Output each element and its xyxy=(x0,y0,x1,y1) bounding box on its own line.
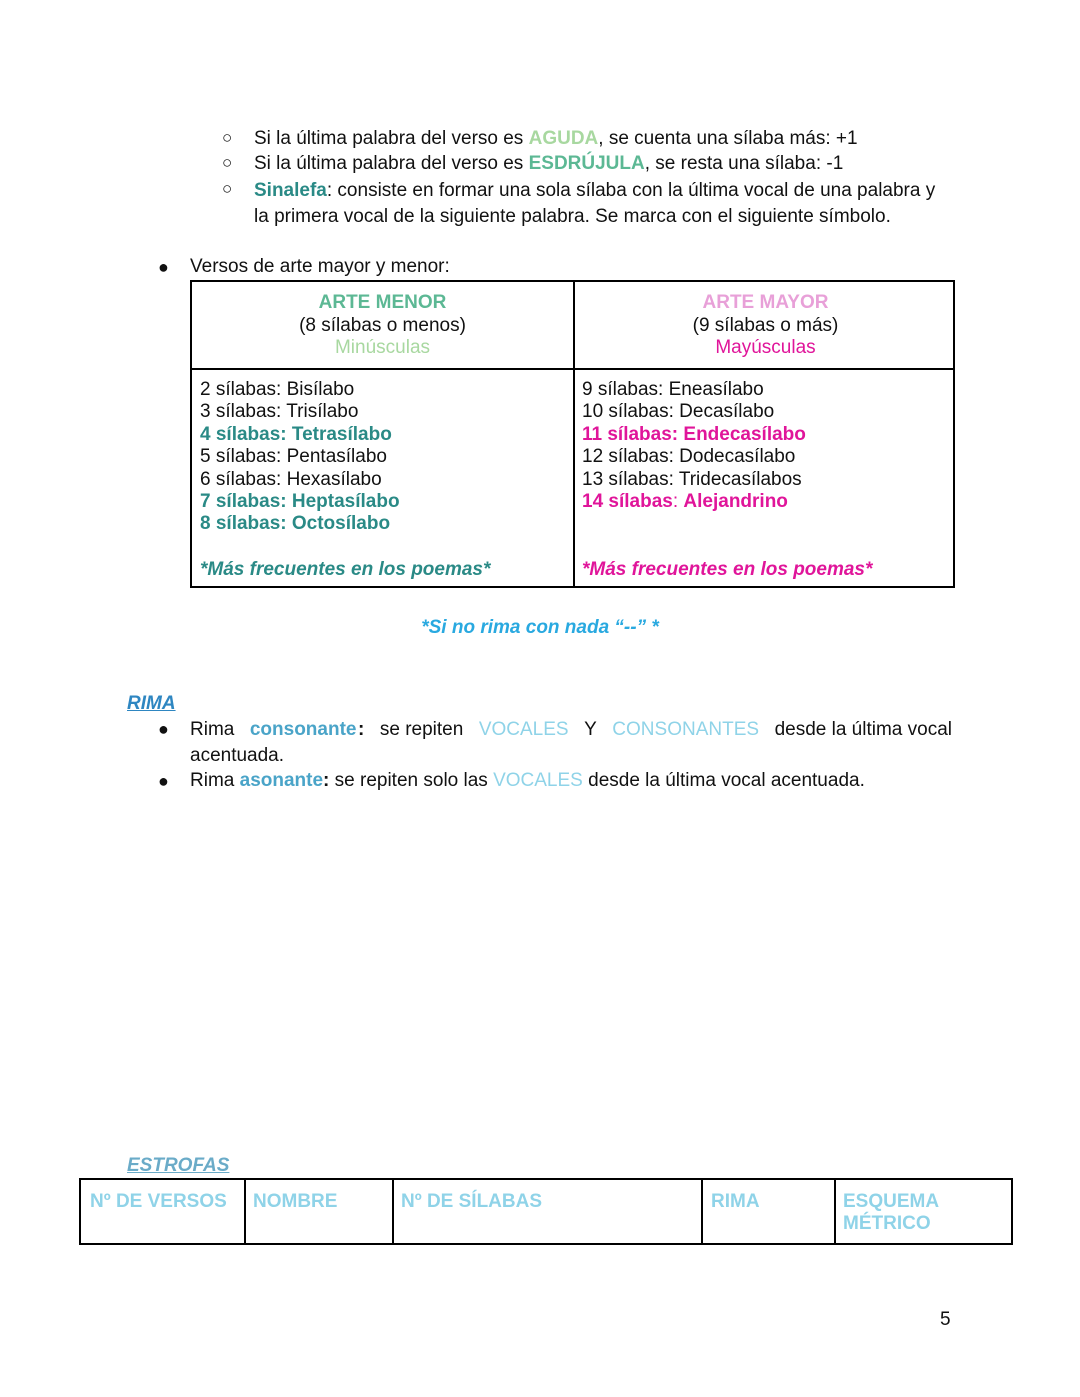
arte-mayor-title: ARTE MAYOR xyxy=(702,292,829,313)
sinalefa-line1: : consiste en formar una sola sílaba con la última vocal de una palabra y xyxy=(326,180,936,201)
estrofas-table xyxy=(79,1178,1013,1245)
list-item: 4 sílabas: Tetrasílabo xyxy=(200,423,392,445)
row14-name: Alejandrino xyxy=(683,490,788,512)
consonantes-highlight: CONSONANTES xyxy=(612,719,760,740)
no-rima-note: *Si no rima con nada “--” * xyxy=(421,617,659,638)
column-header-nombre: NOMBRE xyxy=(253,1191,338,1212)
list-item: 9 sílabas: Eneasílabo xyxy=(582,379,764,400)
table-divider xyxy=(392,1180,394,1243)
row14-label: 14 sílabas xyxy=(582,490,673,512)
column-header-rima: RIMA xyxy=(711,1191,760,1212)
table-divider xyxy=(244,1180,246,1243)
vocales-highlight: VOCALES xyxy=(493,770,583,791)
aguda-post: , se cuenta una sílaba más: +1 xyxy=(598,128,858,149)
list-item: 5 sílabas: Pentasílabo xyxy=(200,446,387,468)
list-item: 2 sílabas: Bisílabo xyxy=(200,379,355,400)
arte-mayor-header xyxy=(575,292,956,360)
page-number: 5 xyxy=(940,1309,951,1330)
column-header-num-versos: Nº DE VERSOS xyxy=(90,1191,227,1212)
arte-menor-subtitle: (8 sílabas o menos) xyxy=(299,314,466,336)
sinalefa-line2: la primera vocal de la siguiente palabra. Se marca con el siguiente símbolo. xyxy=(254,206,891,227)
row14-colon: : xyxy=(672,490,684,512)
bullet-icon: ● xyxy=(158,257,169,277)
estrofas-heading: ESTROFAS xyxy=(127,1155,230,1176)
list-item: 12 sílabas: Dodecasílabo xyxy=(582,446,796,468)
asonante-keyword: asonante xyxy=(239,770,324,791)
bullet-icon: ● xyxy=(158,719,169,739)
arte-menor-list xyxy=(200,379,400,536)
list-item: 13 sílabas: Tridecasílabos xyxy=(582,468,802,490)
versos-intro: Versos de arte mayor y menor: xyxy=(190,256,450,277)
hollow-circle-bullet-icon: ○ xyxy=(222,179,233,198)
bullet-icon: ● xyxy=(158,771,169,791)
sinalefa-keyword: Sinalefa xyxy=(254,180,327,201)
consonante-line2: acentuada. xyxy=(190,745,285,766)
arte-menor-header xyxy=(192,292,573,360)
arte-mayor-frequent: *Más frecuentes en los poemas* xyxy=(582,559,873,580)
list-item: 10 sílabas: Decasílabo xyxy=(582,401,775,423)
vocales-highlight: VOCALES xyxy=(478,719,569,740)
rima-asonante: Rima asonante: se repiten solo las VOCALES desde la última vocal acentuada. xyxy=(190,770,865,791)
arte-mayor-subtitle: (9 sílabas o más) xyxy=(692,314,839,336)
arte-mayor-case: Mayúsculas xyxy=(715,337,816,358)
table-divider xyxy=(834,1180,836,1243)
consonante-keyword: consonante xyxy=(249,719,357,740)
aguda-keyword: AGUDA xyxy=(528,128,599,149)
aguda-pre: Si la última palabra del verso es xyxy=(254,128,529,149)
rima-heading: RIMA xyxy=(127,693,176,714)
arte-menor-case: Minúsculas xyxy=(334,337,431,358)
esdrujula-post: , se resta una sílaba: -1 xyxy=(644,153,844,174)
hollow-circle-bullet-icon: ○ xyxy=(222,153,233,172)
column-header-esquema-metrico: ESQUEMA MÉTRICO xyxy=(843,1191,940,1234)
hollow-circle-bullet-icon: ○ xyxy=(222,128,233,147)
list-item: 6 sílabas: Hexasílabo xyxy=(200,468,382,490)
column-header-num-silabas: Nº DE SÍLABAS xyxy=(401,1191,543,1212)
esdrujula-keyword: ESDRÚJULA xyxy=(528,153,645,174)
esdrujula-pre: Si la última palabra del verso es xyxy=(254,153,529,174)
rima-consonante: Rima consonante : se repiten VOCALES Y CONSONANTES desde la última vocal acentuada. xyxy=(190,717,952,769)
list-item xyxy=(582,491,806,513)
arte-menor-frequent: *Más frecuentes en los poemas* xyxy=(200,559,491,580)
list-item: 11 sílabas: Endecasílabo xyxy=(582,423,806,445)
arte-menor-title: ARTE MENOR xyxy=(318,292,447,313)
list-item: 8 sílabas: Octosílabo xyxy=(200,513,391,535)
list-item: 7 sílabas: Heptasílabo xyxy=(200,490,400,512)
arte-mayor-list xyxy=(582,379,806,513)
arte-table xyxy=(190,280,955,588)
table-divider xyxy=(701,1180,703,1243)
table-divider xyxy=(192,368,953,370)
list-item: 3 sílabas: Trisílabo xyxy=(200,401,359,423)
